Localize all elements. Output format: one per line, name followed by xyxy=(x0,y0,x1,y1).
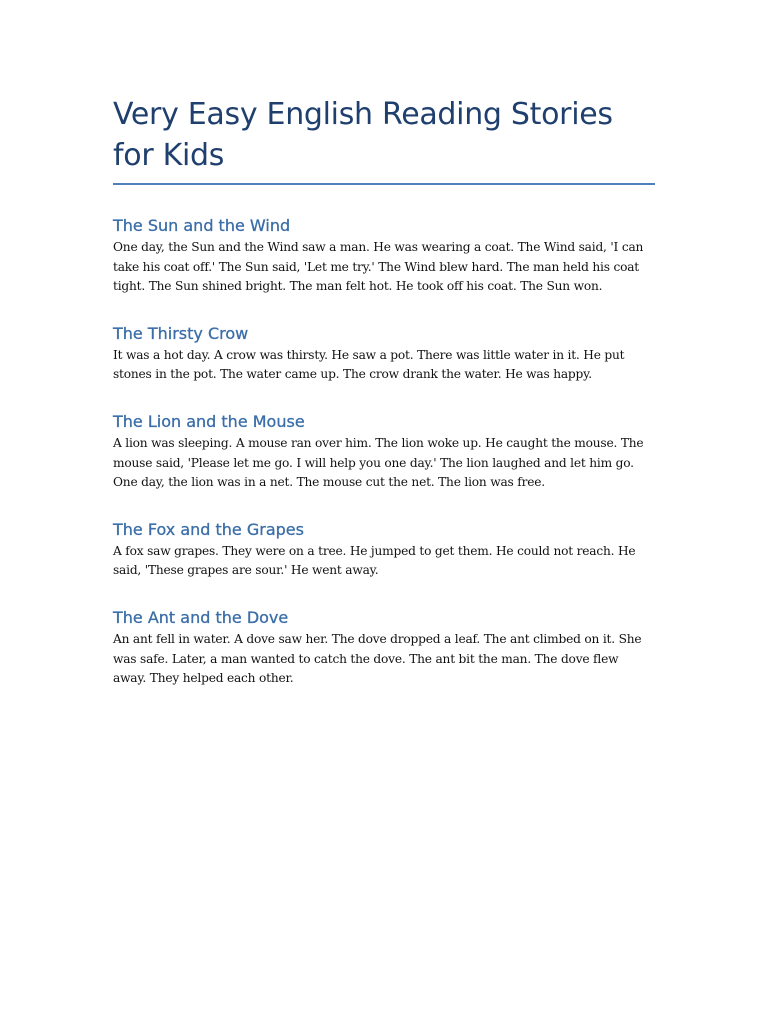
story-lion-and-mouse xyxy=(113,412,655,493)
story-text: A fox saw grapes. They were on a tree. He jumped to get them. He could not reach. He said, 'These grapes are sour.' He went away. xyxy=(113,543,636,578)
story-heading: The Sun and the Wind xyxy=(113,216,291,235)
story-text: An ant fell in water. A dove saw her. The dove dropped a leaf. The ant climbed on it. She was safe. Later, a man wanted to catch the dove. The ant bit the man. The dove flew away. They helped each other. xyxy=(113,631,642,686)
document-page xyxy=(113,94,655,716)
story-text: One day, the Sun and the Wind saw a man. He was wearing a coat. The Wind said, 'I can take his coat off.' The Sun said, 'Let me try.' The Wind blew hard. The man held his coat tight. The Sun shined bright. The man felt hot. He took off his coat. The Sun won. xyxy=(113,240,644,294)
story-sun-and-wind xyxy=(113,216,655,297)
story-heading: The Fox and the Grapes xyxy=(113,519,304,539)
story-heading: The Thirsty Crow xyxy=(113,323,249,343)
story-heading: The Ant and the Dove xyxy=(113,607,289,627)
story-text: A lion was sleeping. A mouse ran over him. The lion woke up. He caught the mouse. The mouse said, 'Please let me go. I will help you one day.' The lion laughed and let him go. One day, the lion was in a net. The mouse cut the net. The lion was free. xyxy=(113,435,644,490)
document-title: Very Easy English Reading Stories for Kids xyxy=(113,97,613,173)
title-underline-rule xyxy=(113,183,655,185)
story-fox-and-grapes xyxy=(113,520,655,581)
story-heading: The Lion and the Mouse xyxy=(113,411,305,431)
story-thirsty-crow xyxy=(113,324,655,385)
story-ant-and-dove xyxy=(113,608,655,689)
story-text: It was a hot day. A crow was thirsty. He saw a pot. There was little water in it. He put stones in the pot. The water came up. The crow drank the water. He was happy. xyxy=(113,347,625,382)
